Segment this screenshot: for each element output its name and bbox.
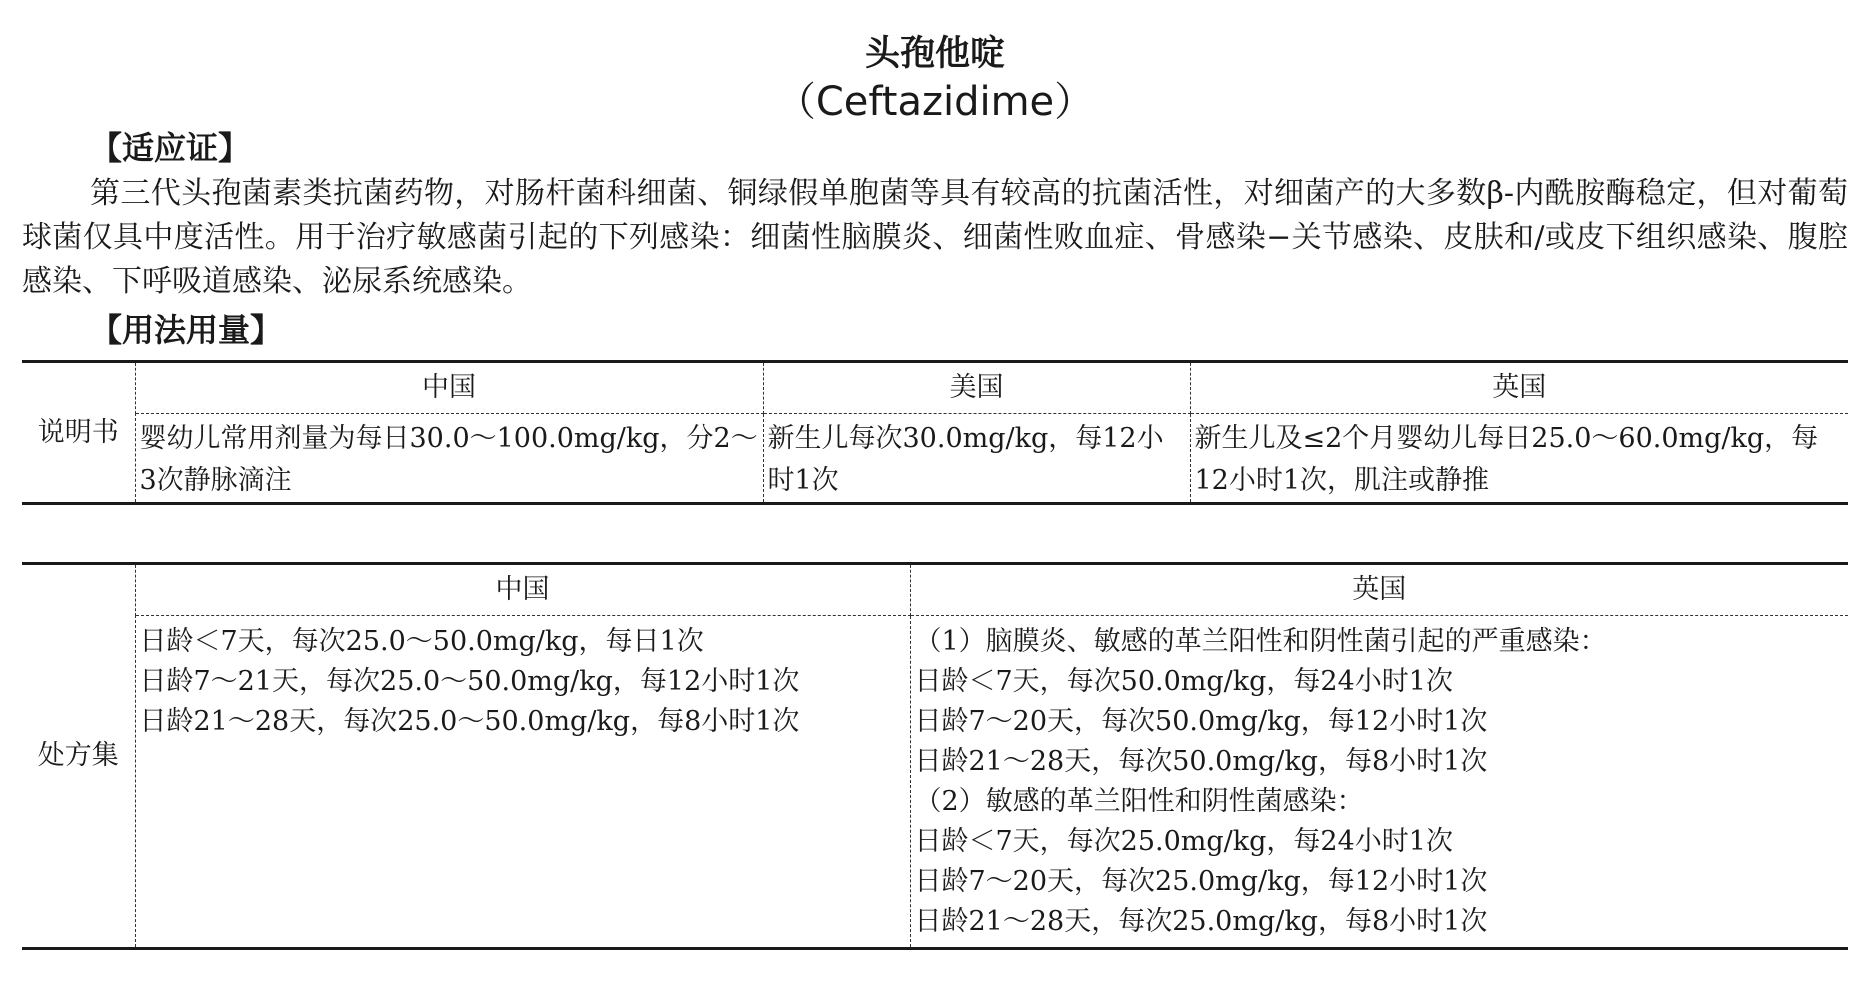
- cell-uk: [910, 616, 1848, 949]
- dose-line: 日龄＜7天，每次25.0～50.0mg/kg，每日1次: [139, 626, 704, 657]
- row-label-formulary: 处方集: [22, 564, 135, 949]
- dose-line: （1）脑膜炎、敏感的革兰阳性和阴性菌引起的严重感染：: [914, 626, 1607, 657]
- dose-line: 日龄21～28天，每次25.0mg/kg，每8小时1次: [914, 906, 1488, 937]
- dose-line: （2）敏感的革兰阳性和阴性菌感染：: [914, 786, 1364, 817]
- usage-heading: 【用法用量】: [90, 311, 283, 349]
- table-header-row: [22, 362, 1848, 414]
- label-dosage-table: [22, 360, 1848, 505]
- dose-line: 日龄7～20天，每次25.0mg/kg，每12小时1次: [914, 866, 1488, 897]
- cell-uk: 新生儿及≤2个月婴幼儿每日25.0～60.0mg/kg，每12小时1次，肌注或静推: [1194, 423, 1819, 496]
- dose-line: 日龄21～28天，每次25.0～50.0mg/kg，每8小时1次: [139, 706, 800, 737]
- dose-line: 日龄＜7天，每次50.0mg/kg，每24小时1次: [914, 666, 1453, 697]
- indications-text: 第三代头孢菌素类抗菌药物，对肠杆菌科细菌、铜绿假单胞菌等具有较高的抗菌活性，对细菌产的大多数β-内酰胺酶稳定，但对葡萄球菌仅具中度活性。用于治疗敏感菌引起的下列感染：细菌性脑膜炎、细菌性败血症、骨感染−关节感染、皮肤和/或皮下组织感染、腹腔感染、下呼吸道感染、泌尿系统感染。: [22, 176, 1848, 299]
- drug-subtitle: （Ceftazidime）: [775, 79, 1095, 125]
- dose-line: 日龄＜7天，每次25.0mg/kg，每24小时1次: [914, 826, 1453, 857]
- column-header-uk: 英国: [910, 564, 1848, 616]
- dose-line: 日龄7～21天，每次25.0～50.0mg/kg，每12小时1次: [139, 666, 800, 697]
- table-header-row: [22, 564, 1848, 616]
- dose-line: 日龄7～20天，每次50.0mg/kg，每12小时1次: [914, 706, 1488, 737]
- table-row: [22, 616, 1848, 949]
- table-row: [22, 414, 1848, 504]
- column-header-china: 中国: [135, 362, 763, 414]
- formulary-dosage-table: [22, 562, 1848, 950]
- column-header-china: 中国: [135, 564, 910, 616]
- drug-title: 头孢他啶: [864, 34, 1005, 74]
- column-header-usa: 美国: [763, 362, 1190, 414]
- indications-heading: 【适应证】: [90, 129, 251, 167]
- cell-china: [135, 616, 910, 949]
- cell-china: 婴幼儿常用剂量为每日30.0～100.0mg/kg，分2～3次静脉滴注: [135, 414, 763, 504]
- row-label-label: 说明书: [22, 362, 135, 504]
- column-header-uk: 英国: [1190, 362, 1848, 414]
- cell-usa: 新生儿每次30.0mg/kg，每12小时1次: [763, 414, 1190, 504]
- dose-line: 日龄21～28天，每次50.0mg/kg，每8小时1次: [914, 746, 1488, 777]
